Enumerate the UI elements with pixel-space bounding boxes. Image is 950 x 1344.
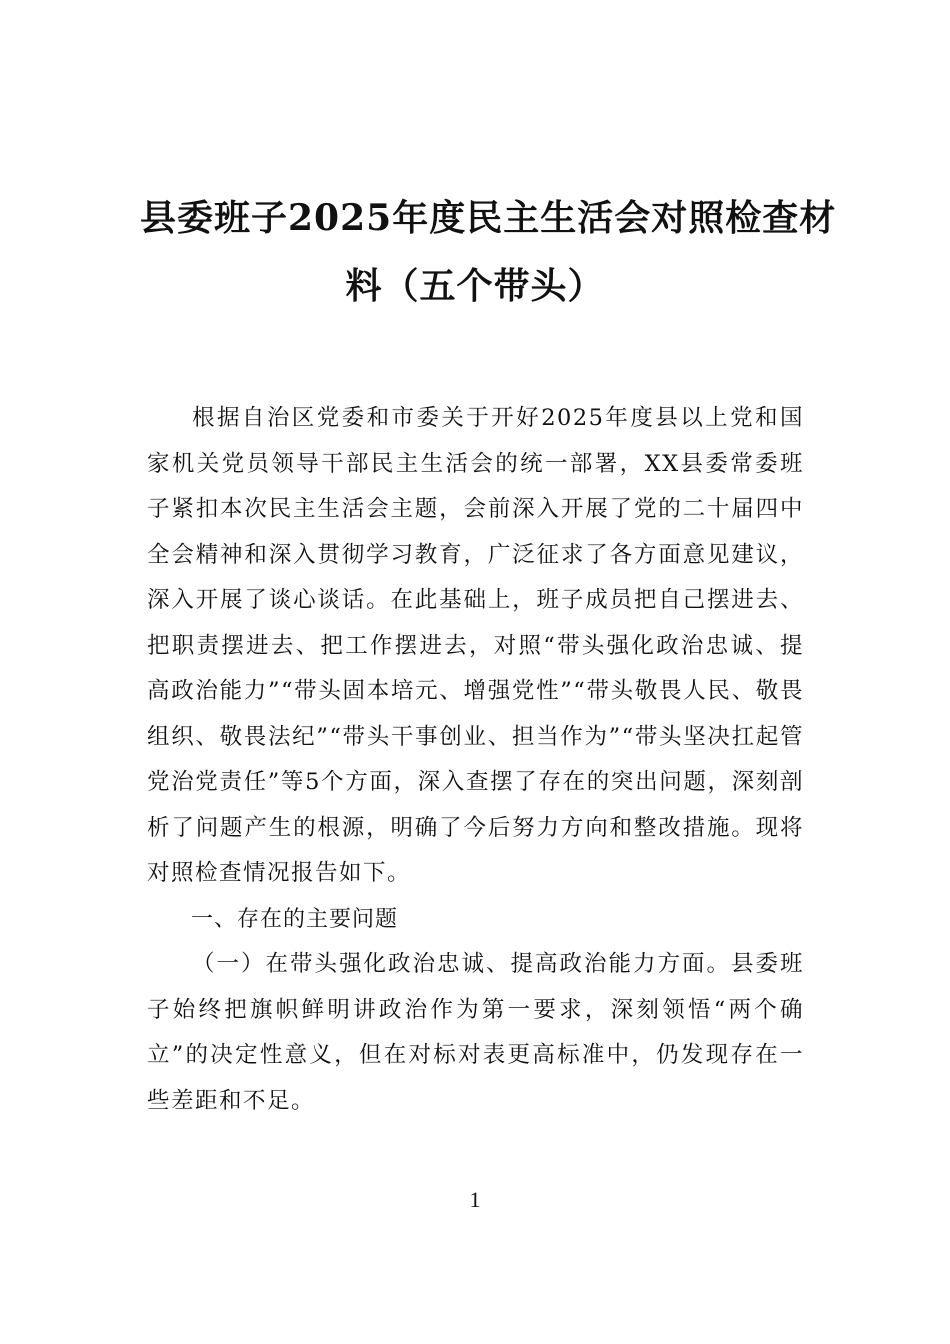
page-number: 1 (469, 1187, 481, 1212)
section-heading: 一、存在的主要问题 (191, 906, 399, 932)
intro-paragraph: 根据自治区党委和市委关于开好2025年度县以上党和国家机关党员领导干部民主生活会的统一部署，XX县委常委班子紧扣本次民主生活会主题，会前深入开展了党的二十届四中全会精神和深入贯彻学习教育，广泛征求了各方面意见建议，深入开展了谈心谈话。在此基础上，班子成员把自己摆进去、把职责摆进去、把工作摆进去，对照“带头强化政治忠诚、提高政治能力”“带头固本培元、增强党性”“带头敬畏人民、敬畏组织、敬畏法纪”“带头干事创业、担当作为”“带头坚决扛起管党治党责任”等5个方面，深入查摆了存在的突出问题，深刻剖析了问题产生的根源，明确了今后努力方向和整改措施。现将对照检查情况报告如下。 (147, 405, 804, 886)
subsection-paragraph (147, 942, 804, 1124)
document-body (147, 396, 804, 1124)
document-title-line-1: 县委班子2025年度民主生活会对照检查材 (140, 197, 837, 239)
subsection-text: 县委班子始终把旗帜鲜明讲政治作为第一要求，深刻领悟“两个确立”的决定性意义，但在对标对表更高标准中，仍发现存在一些差距和不足。 (147, 951, 804, 1114)
subsection-lead: （一）在带头强化政治忠诚、提高政治能力方面。 (192, 951, 731, 977)
document-title-line-2: 料（五个带头） (345, 265, 605, 307)
